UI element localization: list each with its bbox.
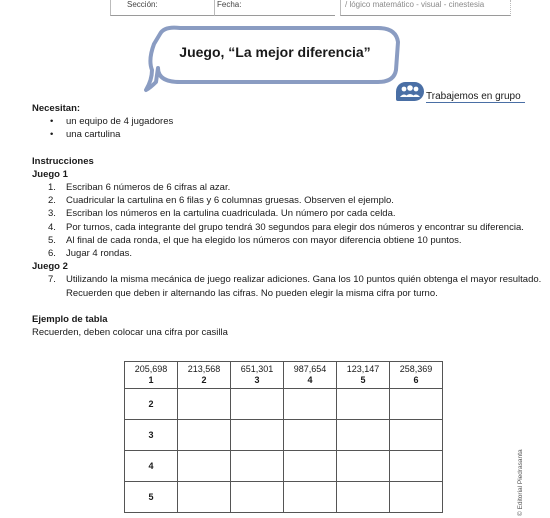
example-table bbox=[124, 361, 443, 513]
example-heading: Ejemplo de tabla bbox=[32, 313, 108, 325]
page-title: Juego, “La mejor diferencia” bbox=[179, 44, 371, 60]
list-item: 5. Al final de cada ronda, el que ha elegido los números con mayor diferencia obtiene 10 puntos. bbox=[48, 234, 462, 246]
header-bar bbox=[0, 0, 550, 16]
table-cell[interactable] bbox=[231, 389, 284, 420]
table-cell[interactable] bbox=[231, 420, 284, 451]
instructions-content bbox=[32, 102, 542, 339]
date-field: Fecha: bbox=[214, 0, 335, 16]
table-cell[interactable] bbox=[178, 389, 231, 420]
game2-steps bbox=[32, 273, 542, 299]
table-cell[interactable] bbox=[390, 420, 443, 451]
publisher-credit: © Editorial Piedrasanta bbox=[517, 449, 524, 516]
table-row bbox=[125, 420, 443, 451]
table-header-cell: 205,698 1 bbox=[125, 362, 178, 389]
game2-heading: Juego 2 bbox=[32, 261, 68, 273]
needs-list bbox=[32, 115, 542, 141]
table-cell[interactable] bbox=[284, 420, 337, 451]
group-work-badge bbox=[396, 82, 550, 104]
needs-heading: Necesitan: bbox=[32, 103, 81, 114]
section-field: Sección: bbox=[110, 0, 225, 16]
table-cell[interactable] bbox=[284, 389, 337, 420]
list-item: • una cartulina bbox=[66, 128, 542, 141]
game1-steps bbox=[32, 181, 542, 260]
instructions-heading: Instrucciones bbox=[32, 155, 94, 167]
table-cell[interactable] bbox=[231, 482, 284, 513]
table-header-row bbox=[125, 362, 443, 389]
row-label: 5 bbox=[125, 482, 178, 513]
table-cell[interactable] bbox=[231, 451, 284, 482]
table-cell[interactable] bbox=[178, 420, 231, 451]
table-cell[interactable] bbox=[337, 451, 390, 482]
list-item: 6. Jugar 4 rondas. bbox=[48, 248, 133, 260]
game1-heading: Juego 1 bbox=[32, 168, 68, 180]
table-cell[interactable] bbox=[390, 451, 443, 482]
table-cell[interactable] bbox=[284, 451, 337, 482]
list-item: 4. Por turnos, cada integrante del grupo tendrá 30 segundos para elegir dos números y encontrar su diferencia. bbox=[48, 221, 524, 233]
table-cell[interactable] bbox=[337, 389, 390, 420]
group-people-icon bbox=[396, 82, 424, 101]
table-header-cell: 213,568 2 bbox=[178, 362, 231, 389]
title-bubble-shape bbox=[140, 20, 408, 100]
table-header-cell: 258,369 6 bbox=[390, 362, 443, 389]
table-cell[interactable] bbox=[337, 482, 390, 513]
list-item: 3. Escriban los números en la cartulina cuadriculada. Un número por cada celda. bbox=[48, 208, 396, 220]
table-cell[interactable] bbox=[284, 482, 337, 513]
table-cell[interactable] bbox=[390, 389, 443, 420]
list-item: 2. Cuadricular la cartulina en 6 filas y 6 columnas gruesas. Observen el ejemplo. bbox=[48, 195, 394, 207]
table-header-cell: 987,654 4 bbox=[284, 362, 337, 389]
table-row bbox=[125, 451, 443, 482]
list-item: 7. Utilizando la misma mecánica de juego realizar adiciones. Gana los 10 puntos quién obtenga el mayor resultado. Recuerden que deben ir alternando las cifras. No pueden elegir la misma cifra por turno. bbox=[48, 274, 542, 299]
row-label: 4 bbox=[125, 451, 178, 482]
table-cell[interactable] bbox=[178, 482, 231, 513]
row-label: 2 bbox=[125, 389, 178, 420]
table-cell[interactable] bbox=[178, 451, 231, 482]
table-header-cell: 123,147 5 bbox=[337, 362, 390, 389]
table-cell[interactable] bbox=[390, 482, 443, 513]
intelligence-tags: / lógico matemático - visual - cinestesia bbox=[340, 0, 511, 16]
table-row bbox=[125, 482, 443, 513]
row-label: 3 bbox=[125, 420, 178, 451]
list-item: 1. Escriban 6 números de 6 cifras al azar. bbox=[48, 182, 231, 194]
table-row bbox=[125, 389, 443, 420]
table-header-cell: 651,301 3 bbox=[231, 362, 284, 389]
group-work-label: Trabajemos en grupo bbox=[426, 91, 525, 103]
table-cell[interactable] bbox=[337, 420, 390, 451]
example-note: Recuerden, deben colocar una cifra por casilla bbox=[32, 327, 228, 339]
list-item: • un equipo de 4 jugadores bbox=[66, 115, 542, 128]
